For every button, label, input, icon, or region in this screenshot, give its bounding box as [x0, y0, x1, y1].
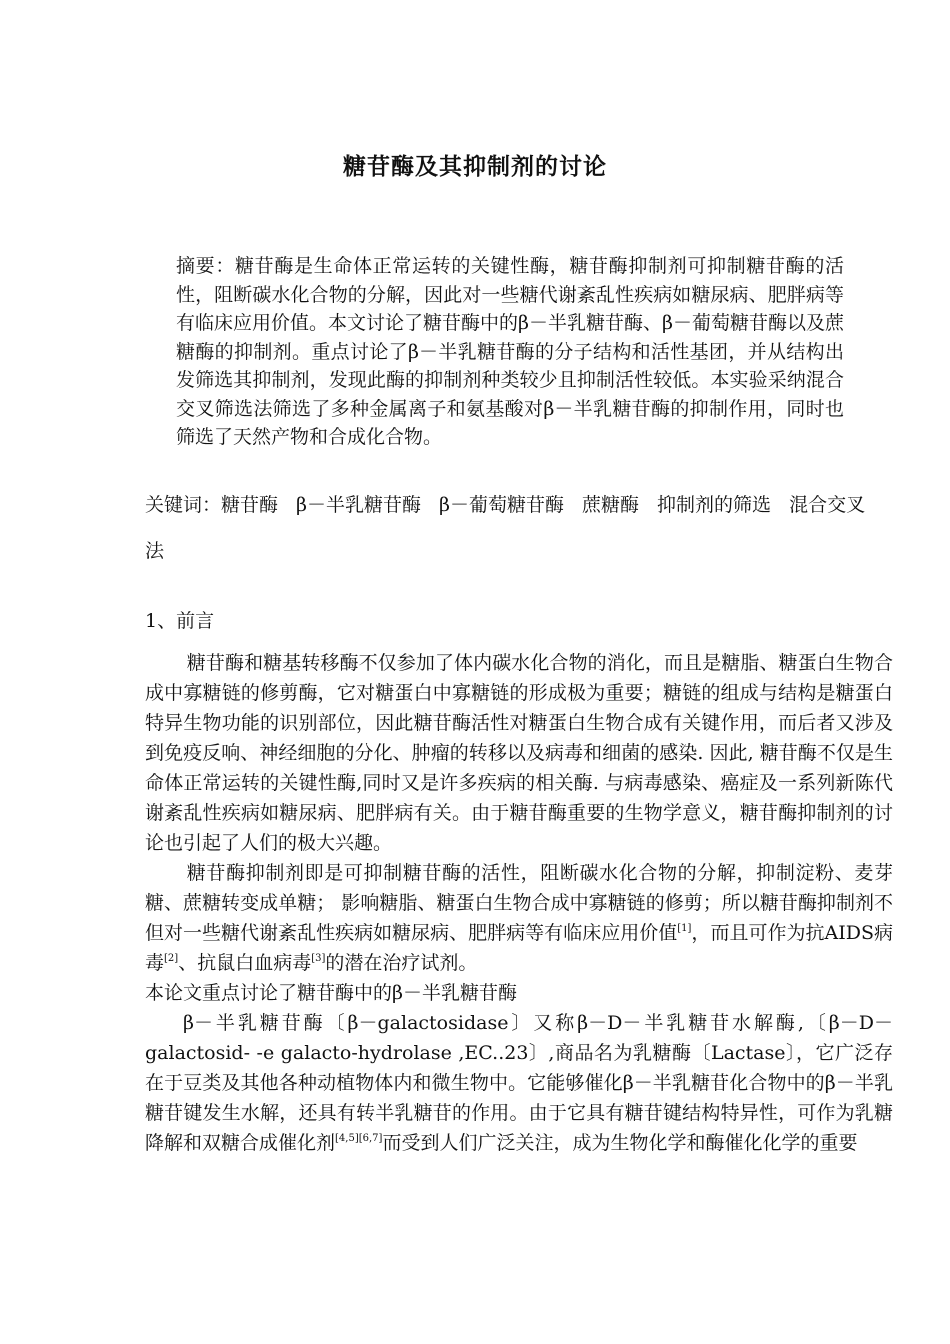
page-title: 糖苷酶及其抑制剂的讨论 — [343, 153, 607, 180]
keyword: 糖苷酶 — [221, 494, 279, 516]
keyword: β－半乳糖苷酶 — [296, 494, 422, 516]
keyword: 混合交叉法 — [145, 494, 866, 562]
paragraph: 本论文重点讨论了糖苷酶中的β－半乳糖苷酶 — [145, 982, 517, 1004]
paragraph-text: 而受到人们广泛关注，成为生物化学和酶催化化学的重要 — [382, 1132, 858, 1154]
paragraph-text: β－半乳糖苷酶〔β－galactosidase〕又称β－D－半乳糖苷水解酶,〔β－D－galactosid- -e galacto-hydrolase ,EC..23〕,商品名为乳糖酶〔Lactase〕，它广泛存在于豆类及其他各种动植物体内和微生物中。它能够催化β－半乳糖苷化合物中的β－半乳糖苷键发生水解，还具有转半乳糖苷的作用。由于它具有糖苷键结构特异性，可作为乳糖降解和双糖合成催化剂 — [145, 1012, 893, 1154]
paragraph — [145, 858, 893, 978]
body-text — [145, 648, 893, 1158]
paragraph — [145, 1008, 893, 1158]
section-heading: 1、前言 — [145, 610, 215, 632]
keyword: 抑制剂的筛选 — [657, 494, 772, 516]
citation: [2] — [164, 953, 179, 964]
keywords — [145, 482, 883, 574]
paragraph-text: 的潜在治疗试剂。 — [325, 952, 478, 974]
citation: [4,5][6,7] — [335, 1133, 383, 1144]
keywords-label: 关键词： — [145, 494, 222, 516]
citation: [3] — [311, 953, 326, 964]
keyword: β－葡萄糖苷酶 — [439, 494, 565, 516]
keyword: 蔗糖酶 — [582, 494, 640, 516]
paragraph: 糖苷酶和糖基转移酶不仅参加了体内碳水化合物的消化，而且是糖脂、糖蛋白生物合成中寡糖链的修剪酶，它对糖蛋白中寡糖链的形成极为重要；糖链的组成与结构是糖蛋白特异生物功能的识别部位，因此糖苷酶活性对糖蛋白生物合成有关键作用，而后者又涉及到免疫反响、神经细胞的分化、肿瘤的转移以及病毒和细菌的感染. 因此, 糖苷酶不仅是生命体正常运转的关键性酶,同时又是许多疾病的相关酶. 与病毒感染、癌症及一系列新陈代谢紊乱性疾病如糖尿病、肥胖病有关。由于糖苷酶重要的生物学意义，糖苷酶抑制剂的讨论也引起了人们的极大兴趣。 — [145, 652, 893, 854]
paragraph-text: 糖苷酶抑制剂即是可抑制糖苷酶的活性，阻断碳水化合物的分解，抑制淀粉、麦芽糖、蔗糖转变成单糖； 影响糖脂、糖蛋白生物合成中寡糖链的修剪；所以糖苷酶抑制剂不但对一些糖代谢紊乱性疾病如糖尿病、肥胖病等有临床应用价值 — [145, 862, 893, 944]
paragraph-text: 、抗鼠白血病毒 — [178, 952, 312, 974]
citation: [1] — [677, 923, 692, 934]
paragraph-text: ，而且可作为抗AIDS病毒 — [145, 922, 893, 974]
abstract: 摘要：糖苷酶是生命体正常运转的关键性酶，糖苷酶抑制剂可抑制糖苷酶的活性，阻断碳水化合物的分解，因此对一些糖代谢紊乱性疾病如糖尿病、肥胖病等有临床应用价值。本文讨论了糖苷酶中的β－半乳糖苷酶、β－葡萄糖苷酶以及蔗糖酶的抑制剂。重点讨论了β－半乳糖苷酶的分子结构和活性基团，并从结构出发筛选其抑制剂，发现此酶的抑制剂种类较少且抑制活性较低。本实验采纳混合交叉筛选法筛选了多种金属离子和氨基酸对β－半乳糖苷酶的抑制作用，同时也筛选了天然产物和合成化合物。 — [176, 255, 844, 448]
